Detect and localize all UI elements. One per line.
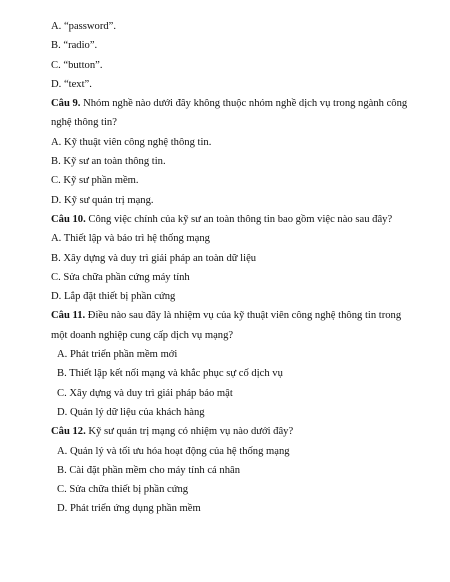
option-a: A. Kỹ thuật viên công nghệ thông tin. bbox=[51, 136, 212, 148]
option-d: D. “text”. bbox=[51, 78, 92, 90]
question-stem bbox=[51, 306, 411, 345]
question-stem bbox=[51, 422, 411, 441]
option-a: A. “password”. bbox=[51, 21, 117, 32]
question-stem bbox=[51, 94, 411, 133]
option-c: C. Sửa chữa thiết bị phần cứng bbox=[57, 484, 189, 496]
question-text: Nhóm nghề nào dưới đây không thuộc nhóm nghề dịch vụ trong ngành công nghệ thông tin? bbox=[51, 98, 408, 129]
option-c: C. Xây dựng và duy trì giải pháp bảo mật bbox=[57, 387, 233, 399]
quiz-content bbox=[51, 17, 411, 519]
question-12 bbox=[51, 422, 411, 518]
option-b: B. Xây dựng và duy trì giải pháp an toàn dữ liệu bbox=[51, 252, 257, 264]
question-number: Câu 11. bbox=[51, 310, 86, 322]
question-number: Câu 12. bbox=[51, 426, 86, 438]
option-d: D. Phát triển ứng dụng phần mềm bbox=[57, 503, 201, 515]
question-text: Kỹ sư quản trị mạng có nhiệm vụ nào dưới đây? bbox=[85, 426, 294, 438]
option-c: C. “button”. bbox=[51, 59, 103, 71]
option-b: B. “radio”. bbox=[51, 40, 98, 52]
option-c: C. Sửa chữa phần cứng máy tính bbox=[51, 271, 190, 283]
option-d: D. Kỹ sư quản trị mạng. bbox=[51, 194, 154, 206]
question-number: Câu 9. bbox=[51, 98, 81, 110]
option-a: A. Quản lý và tối ưu hóa hoạt động của hệ thống mạng bbox=[57, 445, 290, 457]
option-c: C. Kỹ sư phần mềm. bbox=[51, 175, 139, 187]
question-number: Câu 10. bbox=[51, 213, 86, 225]
option-b: B. Kỹ sư an toàn thông tin. bbox=[51, 156, 166, 168]
prev-question-options bbox=[51, 17, 411, 94]
question-text: Điều nào sau đây là nhiệm vụ của kỹ thuật viên công nghệ thông tin trong một doanh nghiệp cung cấp dịch vụ mạng? bbox=[51, 310, 402, 341]
question-11 bbox=[51, 306, 411, 422]
question-stem bbox=[51, 210, 411, 229]
question-9 bbox=[51, 94, 411, 210]
option-d: D. Quản lý dữ liệu của khách hàng bbox=[57, 406, 205, 418]
option-d: D. Lắp đặt thiết bị phần cứng bbox=[51, 291, 176, 303]
question-10 bbox=[51, 210, 411, 306]
option-b: B. Cài đặt phần mềm cho máy tính cá nhân bbox=[57, 464, 240, 476]
option-b: B. Thiết lập kết nối mạng và khắc phục sự cố dịch vụ bbox=[57, 368, 283, 380]
question-text: Công việc chính của kỹ sư an toàn thông tin bao gồm việc nào sau đây? bbox=[85, 213, 393, 225]
option-a: A. Phát triển phần mềm mới bbox=[57, 349, 178, 361]
option-a: A. Thiết lập và bảo trì hệ thống mạng bbox=[51, 233, 210, 245]
